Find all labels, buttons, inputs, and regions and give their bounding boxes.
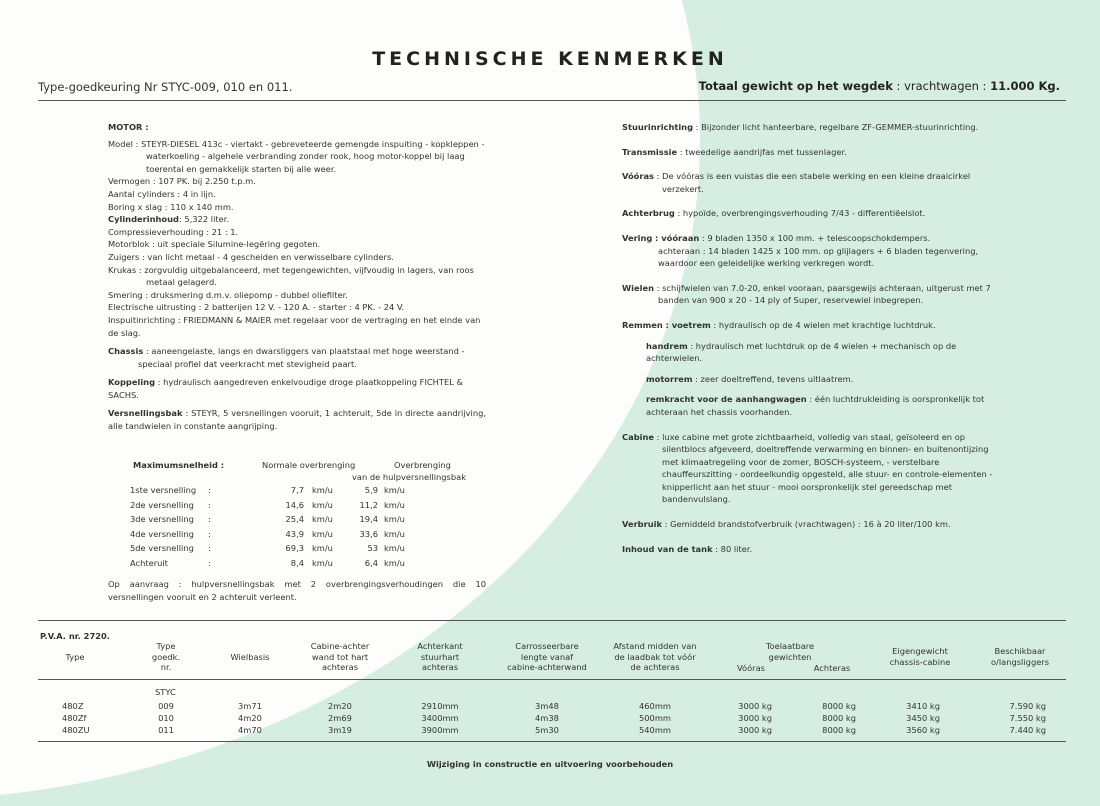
table-cell-eigengewicht: 3450 kg [906,713,940,723]
tank-text: : 80 liter. [715,543,753,554]
spec-krukas: Krukas : zorgvuldig uitgebalanceerd, met tegengewichten, vijfvoudig in lagers, van roos metaal gelagerd. [108,264,474,288]
speed-gear: Achteruit [130,557,168,568]
col-header-goedk: Type goedk. nr. [151,641,181,672]
cabine-label: Cabine [622,431,655,442]
speed-unit: km/u [312,499,333,510]
speed-colon: : [208,514,211,524]
trans-label: Transmissie [622,146,678,157]
table-cell-afstand: 500mm [638,713,671,723]
speed-gear: 1ste versnelling [130,485,197,495]
col-header-achterkant: Achterkant stuurhart achteras [417,641,463,672]
table-bottom-rule [38,741,1066,742]
styc-label: STYC [155,687,176,697]
col-header-wielbasis: Wielbasis [230,652,270,662]
hulp-header-1: Overbrenging [394,460,451,470]
koppeling-label: Koppeling [108,377,156,388]
normal-header: Normale overbrenging [262,460,356,470]
spec-motorblok: Motorblok : uit speciale Silumine-legëring gegoten. [108,239,321,250]
speed-colon: : [208,557,211,568]
speed-normal: 25,4 [285,514,304,524]
col-header-vooras: Vóóras [736,663,765,673]
stuur-label: Stuurinrichting [622,122,694,132]
type-approval: Type-goedkeuring Nr STYC-009, 010 en 011. [38,80,293,94]
col-header-eigengewicht: Eigengewicht chassis-cabine [889,646,951,667]
cyl-text: : 5,322 liter. [178,214,230,225]
table-cell-carrosserie: 4m38 [535,713,559,723]
table-cell-vooras: 3000 kg [738,701,772,711]
table-cell-achterkant: 3400mm [421,713,459,723]
voor-text: : De vóóras is een vuistas die een stabele werking en een kleine draaicirkel verzekert. [656,171,971,194]
remkracht-text: : één luchtdrukleiding is oorspronkelijk tot achteraan het chassis voorhanden. [646,394,985,417]
table-cell-achteras: 8000 kg [822,713,856,723]
speed-gear: 2de versnelling [130,499,194,510]
verbruik-text: : Gemiddeld brandstofverbruik (vrachtwagen) : 16 à 20 liter/100 km. [664,519,951,530]
speed-unit: km/u [312,543,333,553]
speed-hulp: 33,6 [359,528,378,539]
speed-hulp: 6,4 [364,557,378,568]
pva-number: P.V.A. nr. 2720. [40,631,110,641]
table-cell-cabine: 2m69 [328,713,352,723]
versn-label: Versnellingsbak [108,408,183,419]
chassis-label: Chassis [108,346,144,357]
speed-normal: 69,3 [285,543,304,553]
wielen-label: Wielen [622,282,655,293]
speed-unit: km/u [384,499,405,510]
model-text: : STEYR-DIESEL 413c - viertakt - gebreveteerde gemengde inspuiting - kopkleppen - waterkoeling - algehele verbranding zonder rook, hoog motor-koppel bij laag toerental en gemakkelijk starten bij alle weer. [135,138,485,174]
speed-hulp: 5,9 [364,485,378,495]
speed-unit: km/u [384,557,405,568]
handrem-text: : hydraulisch met luchtdruk op de 4 wielen + mechanisch op de achterwielen. [646,340,957,364]
speed-hulp: 19,4 [359,514,378,524]
speed-unit: km/u [384,543,405,553]
speed-unit: km/u [312,557,333,568]
speed-colon: : [208,485,211,495]
speed-normal: 14,6 [285,499,304,510]
col-header-afstand: Afstand midden van de laadbak tot vóór de achteras [613,641,697,672]
col-header-type: Type [65,652,85,662]
spec-aanvraag: Op aanvraag : hulpversnellingsbak met 2 overbrengingsverhoudingen die 10 versnellingen vooruit en 2 achteruit verleent. [108,579,486,602]
footer-note: Wijziging in constructie en uitvoering voorbehouden [426,759,674,769]
spec-electrisch: Electrische uitrusting : 2 batterijen 12 V. - 120 A. - starter : 4 PK. - 24 V. [108,302,405,313]
achter-text: : hypoïde, overbrengingsverhouding 7/43 - differentiëelslot. [677,208,926,219]
table-cell-carrosserie: 3m48 [535,701,559,711]
spec-vermogen: Vermogen : 107 PK. bij 2.250 t.p.m. [108,176,256,187]
speed-gear: 4de versnelling [130,528,194,539]
col-header-toelaatbaar: Toelaatbare gewichten [765,641,815,662]
table-cell-beschikbaar: 7.590 kg [1009,701,1046,711]
motor-heading: MOTOR : [108,122,149,132]
weight-value: 11.000 Kg. [990,79,1060,93]
table-cell-carrosserie: 5m30 [535,725,559,735]
table-cell-vooras: 3000 kg [738,725,772,735]
table-cell-eigengewicht: 3410 kg [906,701,940,711]
table-cell-achterkant: 2910mm [421,701,459,711]
table-cell-type: 480ZU [62,725,90,735]
spec-smering: Smering : druksmering d.m.v. oliepomp - dubbel oliefilter. [108,289,348,300]
table-cell-wielbasis: 3m71 [238,701,262,711]
table-cell-eigengewicht: 3560 kg [906,725,940,735]
vering-sub: : vóóraan [655,232,700,243]
table-cell-wielbasis: 4m20 [238,713,262,723]
remkracht-label: remkracht voor de aanhangwagen [646,394,807,405]
speed-unit: km/u [384,528,405,539]
spec-vering-achter: achteraan : 14 bladen 1425 x 100 mm. op glijlagers + 6 bladen tegenvering, waardoor een geleidelijke werking verkregen wordt. [658,245,979,269]
voor-label: Vóóras [622,171,654,182]
weight-label: Totaal gewicht op het wegdek [698,79,893,93]
table-cell-beschikbaar: 7.550 kg [1009,713,1046,723]
table-cell-vooras: 3000 kg [738,713,772,723]
speed-hulp: 11,2 [359,499,378,510]
speed-unit: km/u [312,528,333,539]
speed-unit: km/u [312,514,333,524]
speed-gear: 3de versnelling [130,514,194,524]
weight-text: : vrachtwagen : [896,79,987,93]
speed-normal: 7,7 [290,485,304,495]
speed-gear: 5de versnelling [130,543,194,553]
max-speed-label: Maximumsnelheid : [133,460,225,470]
tank-label: Inhoud van de tank [622,543,713,554]
page-title: TECHNISCHE KENMERKEN [372,48,728,70]
table-cell-achteras: 8000 kg [822,725,856,735]
versn-text: : STEYR, 5 versnellingen vooruit, 1 achteruit, 5de in directe aandrijving, alle tandwielen in constante aangrijping. [108,408,486,432]
table-cell-type: 480Zf [62,713,87,723]
spec-inspuit: Inspuitinrichting : FRIEDMANN & MAIER met regelaar voor de vertraging en het einde van de slag. [108,314,481,338]
table-cell-nr: 009 [158,701,174,711]
table-cell-achteras: 8000 kg [822,701,856,711]
table-cell-achterkant: 3900mm [421,725,459,735]
cabine-text: : luxe cabine met grote zichtbaarheid, volledig van staal, geïsoleerd en op silentblocs afgeveerd, doeltreffende verwarming en binnen- en buitenontijzing met klimaatregeling voor de zomer, BOSCH-systeem, - verstelbare chauffeurszitting - oordeelkundig opgesteld, alle stuur- en controle-elementen - knipperlicht aan het stuur - mooi oorspronkelijk stel gereedschap met bandenvulslang. [656,431,993,505]
trans-text: : tweedelige aandrijfas met tussenlager. [679,146,847,157]
chassis-text: : aaneengelaste, langs en dwarsliggers van plaatstaal met hoge weerstand - speciaal profiel dat veerkracht met stevigheid paart. [138,346,465,369]
spec-cylinders: Aantal cylinders : 4 in lijn. [108,188,216,199]
spec-boring: Boring x slag : 110 x 140 mm. [108,201,234,212]
table-cell-afstand: 460mm [638,701,671,711]
table-cell-nr: 010 [158,713,174,723]
speed-unit: km/u [384,514,405,524]
col-header-achteras: Achteras [813,663,851,673]
voetrem-text: : hydraulisch op de 4 wielen met krachtige luchtdruk. [713,319,936,330]
speed-colon: : [208,499,211,510]
table-cell-wielbasis: 4m70 [238,725,262,735]
col-header-beschikbaar: Beschikbaar o/langsliggers [990,646,1050,667]
speed-normal: 8,4 [290,557,304,568]
wielen-text: : schijfwielen van 7.0-20, enkel vooraan, paarsgewijs achteraan, uitgerust met 7 banden van 900 x 20 - 14 ply of Super, reservewiel inbegrepen. [656,282,991,306]
vering-text-1: : 9 bladen 1350 x 100 mm. + telescoopschokdempers. [701,232,931,243]
achter-label: Achterbrug [622,208,675,219]
motorrem-text: : zeer doeltreffend, tevens uitlaatrem. [695,373,854,384]
col-header-carrosserie: Carrosseerbare lengte vanaf cabine-achterwand [507,641,587,672]
col-header-cabine: Cabine-achter wand tot hart achteras [310,641,370,672]
voetrem-label: : voetrem [665,319,711,330]
model-label: Model [108,138,133,149]
speed-unit: km/u [312,485,333,495]
speed-colon: : [208,543,211,553]
table-cell-type: 480Z [62,701,84,711]
hulp-header-2: van de hulpversnellingsbak [352,472,467,482]
speed-unit: km/u [384,485,405,495]
spec-zuigers: Zuigers : van licht metaal - 4 gescheiden en verwisselbare cylinders. [108,251,394,262]
remmen-label: Remmen [622,319,663,330]
table-header-rule [38,679,1066,680]
handrem-label: handrem [646,340,688,351]
cyl-label: Cylinderinhoud [108,214,179,225]
table-cell-cabine: 2m20 [328,701,352,711]
table-cell-cabine: 3m19 [328,725,352,735]
vering-label: Vering [622,232,653,243]
table-cell-nr: 011 [158,725,174,735]
speed-normal: 43,9 [285,528,304,539]
koppeling-text: : hydraulisch aangedreven enkelvoudige droge plaatkoppeling FICHTEL & SACHS. [108,377,463,400]
motorrem-label: motorrem [646,373,693,384]
verbruik-label: Verbruik [622,519,662,530]
table-cell-afstand: 540mm [638,725,671,735]
table-cell-beschikbaar: 7.440 kg [1009,725,1046,735]
speed-hulp: 53 [367,543,378,553]
speed-colon: : [208,528,211,539]
spec-compressie: Compressieverhouding : 21 : 1. [108,226,239,237]
stuur-text: : Bijzonder licht hanteerbare, regelbare ZF-GEMMER-stuurinrichting. [695,122,979,132]
